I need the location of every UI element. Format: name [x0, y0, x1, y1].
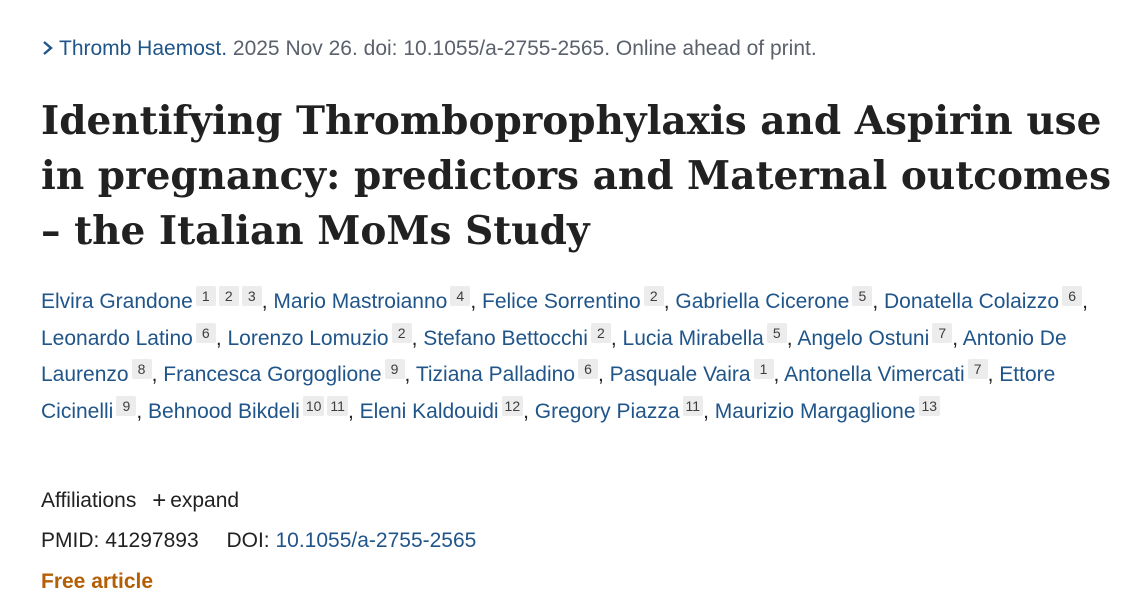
author-separator: ,	[411, 326, 424, 350]
affiliation-number[interactable]: 1	[754, 359, 774, 379]
author-link[interactable]: Behnood Bikdeli	[148, 399, 300, 423]
affiliation-number[interactable]: 7	[968, 359, 988, 379]
citation-details: 2025 Nov 26. doi: 10.1055/a-2755-2565. Online ahead of print.	[227, 37, 817, 60]
author-link[interactable]: Felice Sorrentino	[482, 290, 641, 313]
author-separator: ,	[1082, 290, 1088, 313]
expand-label: expand	[170, 489, 240, 512]
identifiers-row	[41, 526, 476, 556]
affiliation-number[interactable]: 2	[591, 323, 611, 343]
affiliation-number[interactable]: 5	[767, 323, 787, 343]
author-separator: ,	[786, 326, 798, 350]
author-link[interactable]: Lorenzo Lomuzio	[227, 326, 389, 350]
author-link[interactable]: Donatella Colaizzo	[884, 290, 1060, 313]
author-separator: ,	[523, 399, 535, 423]
affiliation-number[interactable]: 11	[683, 396, 704, 416]
author-separator: ,	[703, 399, 715, 423]
author-separator: ,	[773, 363, 785, 386]
doi-label: DOI:	[226, 529, 270, 552]
author-separator: ,	[470, 290, 482, 313]
plus-icon: +	[152, 487, 167, 514]
author-separator: ,	[610, 326, 623, 350]
author-link[interactable]: Francesca Gorgoglione	[163, 363, 382, 386]
affiliations-row	[41, 486, 239, 516]
author-separator: ,	[598, 363, 610, 386]
affiliation-number[interactable]: 2	[644, 286, 664, 306]
author-link[interactable]: Ettore Cicinelli	[41, 363, 1056, 423]
affiliation-number[interactable]: 5	[852, 286, 872, 306]
author-link[interactable]: Elvira Grandone	[41, 290, 193, 313]
affiliation-number[interactable]: 6	[1062, 286, 1082, 306]
affiliation-number[interactable]: 2	[392, 323, 412, 343]
author-link[interactable]: Eleni Kaldouidi	[359, 399, 499, 423]
article-title: Identifying Thromboprophylaxis and Aspirin use in pregnancy: predictors and Maternal outcomes – the Italian MoMs Study	[41, 98, 1112, 254]
affiliation-number[interactable]: 3	[242, 286, 262, 306]
author-separator: ,	[952, 326, 963, 350]
affiliations-label: Affiliations	[41, 489, 137, 512]
author-separator: ,	[663, 290, 676, 313]
doi-link[interactable]: 10.1055/a-2755-2565	[275, 529, 477, 552]
author-link[interactable]: Lucia Mirabella	[622, 326, 764, 350]
author-link[interactable]: Angelo Ostuni	[797, 326, 930, 350]
affiliation-number[interactable]: 2	[219, 286, 239, 306]
affiliation-number[interactable]: 8	[132, 359, 152, 379]
affiliation-number[interactable]: 10	[303, 396, 325, 416]
affiliation-number[interactable]: 1	[196, 286, 216, 306]
pmid-value: 41297893	[105, 529, 199, 552]
affiliation-number[interactable]: 12	[502, 396, 524, 416]
author-link[interactable]: Pasquale Vaira	[609, 363, 751, 386]
author-link[interactable]: Gabriella Cicerone	[675, 290, 850, 313]
author-link[interactable]: Antonella Vimercati	[784, 363, 965, 386]
affiliation-number[interactable]: 13	[919, 396, 941, 416]
author-separator: ,	[987, 363, 1000, 386]
author-link[interactable]: Leonardo Latino	[41, 326, 193, 350]
author-separator: ,	[347, 399, 360, 423]
affiliation-number[interactable]: 9	[385, 359, 405, 379]
affiliation-number[interactable]: 4	[450, 286, 470, 306]
author-link[interactable]: Stefano Bettocchi	[423, 326, 588, 350]
affiliation-number[interactable]: 11	[327, 396, 348, 416]
author-link[interactable]: Antonio De Laurenzo	[41, 326, 1067, 386]
affiliation-number[interactable]: 6	[196, 323, 216, 343]
affiliation-number[interactable]: 9	[116, 396, 136, 416]
author-link[interactable]: Tiziana Palladino	[415, 363, 575, 386]
affiliations-expand-button[interactable]	[152, 489, 239, 512]
author-link[interactable]: Gregory Piazza	[534, 399, 680, 423]
journal-link[interactable]: Thromb Haemost.	[59, 37, 228, 60]
author-link[interactable]: Maurizio Margaglione	[714, 399, 916, 423]
author-separator: ,	[872, 290, 885, 313]
author-link[interactable]: Mario Mastroianno	[273, 290, 448, 313]
affiliation-number[interactable]: 7	[932, 323, 952, 343]
pmid-label: PMID:	[41, 529, 100, 552]
author-separator: ,	[261, 290, 274, 313]
author-separator: ,	[151, 363, 164, 386]
author-separator: ,	[136, 399, 149, 423]
author-separator: ,	[404, 363, 416, 386]
free-article-badge: Free article	[41, 570, 154, 593]
citation-line	[41, 35, 817, 64]
author-separator: ,	[215, 326, 228, 350]
authors-list	[41, 284, 1116, 430]
affiliation-number[interactable]: 6	[578, 359, 598, 379]
chevron-right-icon[interactable]	[41, 36, 59, 64]
